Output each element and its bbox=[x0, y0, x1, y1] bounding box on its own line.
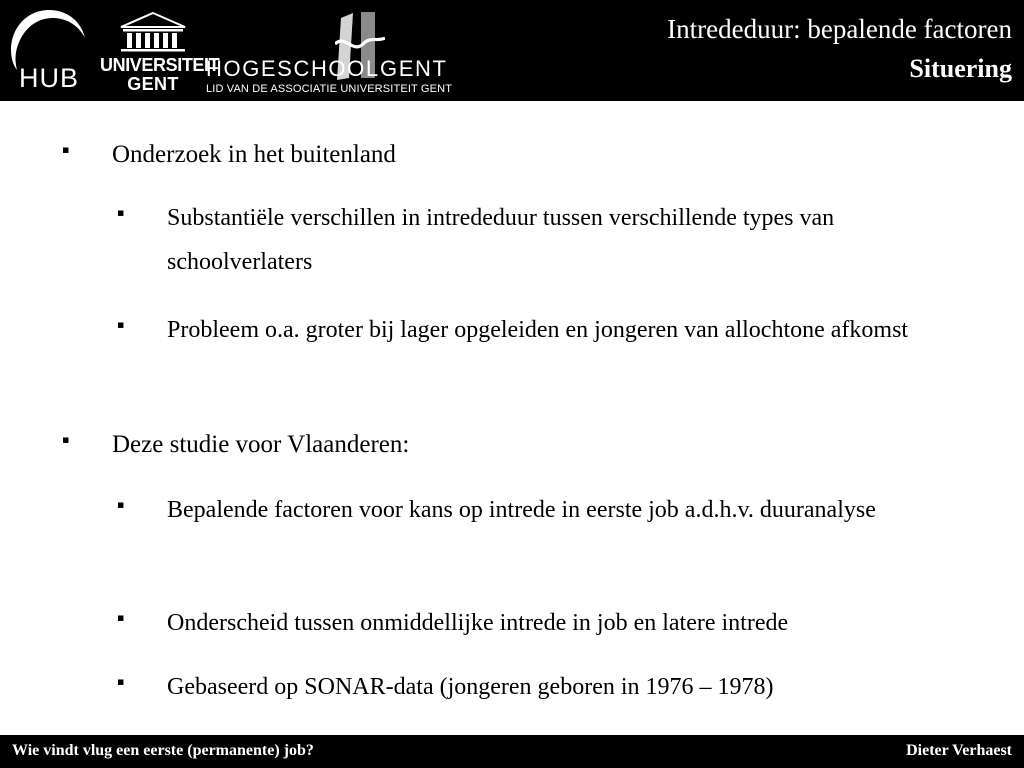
bullet-marker-icon: ▪ bbox=[62, 143, 70, 156]
slide-header-bar bbox=[0, 0, 1024, 101]
bullet-text: Gebaseerd op SONAR-data (jongeren geboren in 1976 – 1978) bbox=[167, 674, 774, 700]
bullet-text: Deze studie voor Vlaanderen: bbox=[112, 431, 410, 458]
bullet-text: Onderscheid tussen onmiddellijke intrede in job en latere intrede bbox=[167, 610, 789, 636]
slide-header-title: Intrededuur: bepalende factoren bbox=[667, 14, 1012, 44]
bullet-item-1 bbox=[62, 133, 962, 177]
logo-hub-wordmark: HUB bbox=[18, 63, 79, 93]
bullet-text: Bepalende factoren voor kans op intrede in eerste job a.d.h.v. duuranalyse bbox=[167, 497, 876, 523]
bullet-marker-icon: ▪ bbox=[117, 675, 125, 688]
bullet-marker-icon: ▪ bbox=[117, 498, 125, 511]
slide-footer-bar bbox=[0, 735, 1024, 768]
logo-ugent-line1: UNIVERSITEIT bbox=[100, 55, 220, 75]
bullet-marker-icon: ▪ bbox=[117, 206, 125, 219]
footer-author-name: Dieter Verhaest bbox=[906, 742, 1012, 759]
logo-hogeschool-gent bbox=[206, 10, 453, 98]
bullet-item-5 bbox=[117, 488, 962, 532]
logo-hogent-tagline: LID VAN DE ASSOCIATIE UNIVERSITEIT GENT bbox=[206, 83, 453, 95]
slide-content-area bbox=[0, 101, 1024, 735]
logo-hub bbox=[6, 8, 92, 96]
logo-hogent-word-left: HOGESCHOOL bbox=[206, 56, 380, 81]
bullet-item-7 bbox=[117, 665, 962, 709]
bullet-marker-icon: ▪ bbox=[117, 318, 125, 331]
bullet-item-2 bbox=[117, 196, 962, 284]
bullet-text: Substantiële verschillen in intrededuur tussen verschillende types van schoolverlaters bbox=[167, 205, 835, 275]
bullet-text: Probleem o.a. groter bij lager opgeleiden en jongeren van allochtone afkomst bbox=[167, 317, 909, 343]
logo-ugent-line2: GENT bbox=[127, 74, 179, 94]
footer-presentation-title: Wie vindt vlug een eerste (permanente) job? bbox=[12, 742, 314, 759]
bullet-text: Onderzoek in het buitenland bbox=[112, 141, 396, 168]
bullet-item-4 bbox=[62, 423, 962, 467]
slide-header-subtitle: Situering bbox=[909, 54, 1012, 83]
logo-hogent-word-right: GENT bbox=[380, 56, 448, 81]
bullet-item-3 bbox=[117, 308, 962, 352]
bullet-marker-icon: ▪ bbox=[62, 433, 70, 446]
logo-universiteit-gent bbox=[100, 12, 220, 96]
bullet-marker-icon: ▪ bbox=[117, 611, 125, 624]
bullet-item-6 bbox=[117, 601, 962, 645]
classical-temple-icon bbox=[118, 12, 188, 54]
